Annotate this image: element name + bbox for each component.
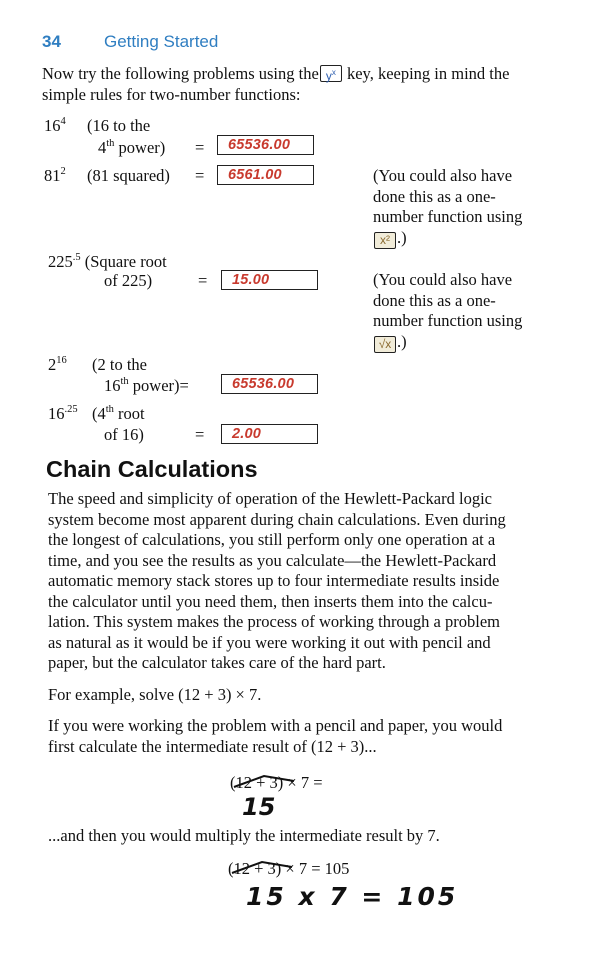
problem-1-desc-1: (16 to the: [87, 116, 151, 135]
problem-5-equals: =: [195, 425, 205, 444]
problem-1-expr: $16^4$: [44, 116, 66, 135]
problem-4-display: 65536.00: [221, 374, 318, 394]
page-number: 34: [42, 32, 61, 51]
example-line: For example, solve (12 + 3) × 7.: [48, 685, 262, 704]
intro-line-1: [42, 64, 562, 85]
intro-text-2: key, keeping in mind the: [346, 64, 510, 83]
expression-1: (12 + 3) × 7 =: [230, 773, 323, 794]
problem-5-desc-1: (4th root: [92, 404, 145, 423]
strikethrough-mark: [230, 771, 283, 795]
intro-line-2: simple rules for two-number functions:: [42, 85, 301, 104]
problem-5-expr: $16^{.25}$: [48, 404, 78, 423]
square-root-key-icon: √x: [374, 336, 396, 353]
problem-3-expr: $225^{.5}$ (Square root: [48, 252, 167, 271]
problem-4-desc-2: 16th power)=: [104, 376, 189, 395]
problem-2-note: (You could also have done this as a one- number function using x² .): [373, 166, 523, 247]
running-title: Getting Started: [104, 32, 219, 51]
problem-4-expr: $2^{16}$: [48, 355, 67, 374]
problem-1-equals: =: [195, 138, 205, 157]
problem-3-equals: =: [198, 271, 208, 290]
section-heading: Chain Calculations: [46, 456, 258, 482]
problem-3-note: (You could also have done this as a one- number function using √x .): [373, 270, 523, 351]
problem-2-desc: (81 squared): [87, 166, 170, 185]
problem-5-display: 2.00: [221, 424, 318, 444]
yx-key-icon: $y^x$: [320, 65, 342, 82]
problem-3-display: 15.00: [221, 270, 318, 290]
problem-1-desc-2: 4th power): [98, 138, 166, 157]
handwritten-15: 15: [242, 793, 276, 821]
problem-2-expr: $81^2$: [44, 166, 66, 185]
pencil-paragraph: If you were working the problem with a pencil and paper, you would first calculate the intermediate result of (12 + 3)...: [48, 716, 503, 756]
handwritten-product: 15 x 7 = 105: [246, 882, 459, 911]
strikethrough-mark-2: [228, 857, 281, 881]
problem-4-desc-1: (2 to the: [92, 355, 147, 374]
x-squared-key-icon: x²: [374, 232, 396, 249]
problem-2-display: 6561.00: [217, 165, 314, 185]
intro-text-1: Now try the following problems using the: [42, 64, 319, 83]
problem-1-display: 65536.00: [217, 135, 314, 155]
then-line: ...and then you would multiply the intermediate result by 7.: [48, 826, 440, 845]
problem-3-desc-2: of 225): [104, 271, 153, 290]
problem-5-desc-2: of 16): [104, 425, 144, 444]
expression-2: (12 + 3) × 7 = 105: [228, 859, 349, 880]
body-paragraph: The speed and simplicity of operation of the Hewlett-Packard logic system become most apparent during chain calculations. Even during the longest of calculations, you still perform only one operation at a time, and you see the results as you calculate—the Hewlett-Packard automatic memory stack stores up to four intermediate results inside the calculator until you need them, then inserts them into the calcu- lation. This system makes the process of working through a problem as natural as it would be if you were working it out with pencil and paper, but the calculator takes care of the hard part.: [48, 489, 506, 672]
problem-2-equals: =: [195, 166, 205, 185]
